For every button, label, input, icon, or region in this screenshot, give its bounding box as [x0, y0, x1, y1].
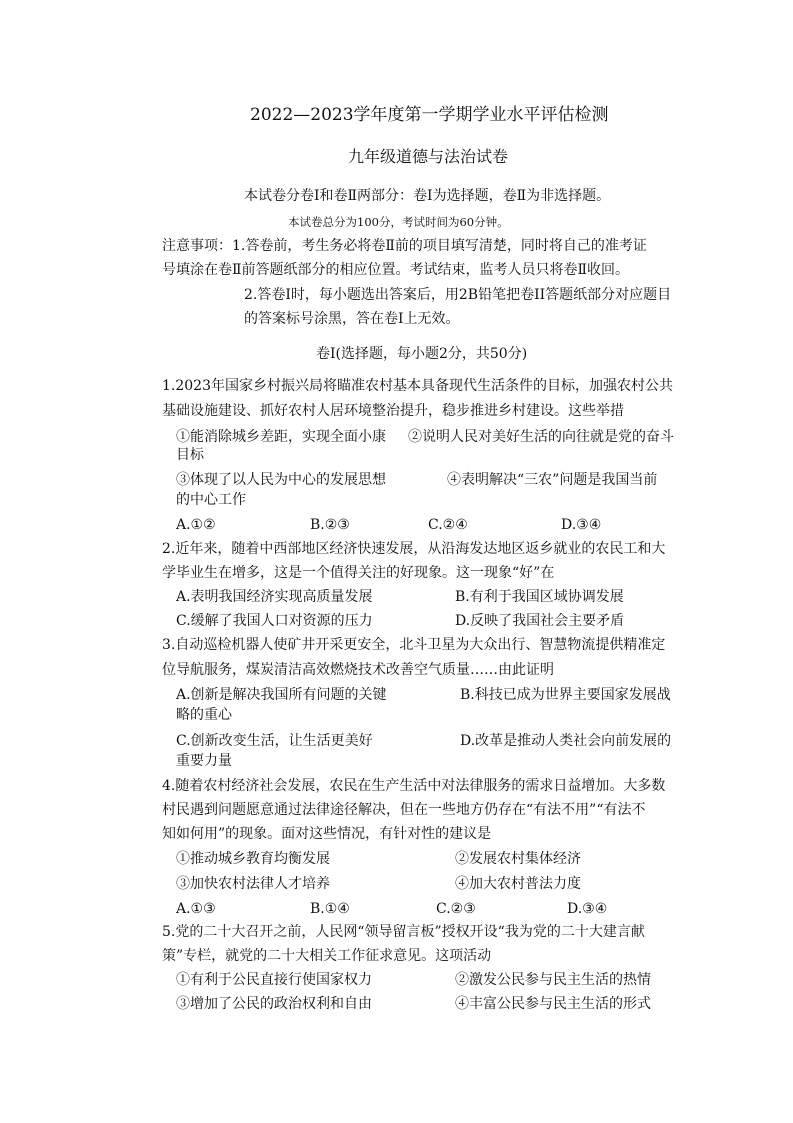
intro-line: 本试卷分卷Ⅰ和卷Ⅱ两部分：卷Ⅰ为选择题，卷Ⅱ为非选择题。 — [244, 188, 611, 204]
question-stem: 1.2023年国家乡村振兴局将瞄准农村基本具备现代生活条件的目标，加强农村公共 — [162, 378, 673, 394]
question-stem: 位导航服务，煤炭清洁高效燃烧技术改善空气质量……由此证明 — [162, 662, 554, 678]
statement: ①有利于公民直接行使国家权力 — [176, 972, 372, 988]
statement: ①推动城乡教育均衡发展 — [176, 851, 330, 867]
statement: ②激发公民参与民主生活的热情 — [455, 972, 651, 988]
option-d: D.③④ — [567, 901, 608, 917]
option-a: A.表明我国经济实现高质量发展 — [176, 589, 373, 605]
option-a: A.创新是解决我国所有问题的关键 — [176, 687, 387, 703]
option-b-continued: 略的重心 — [176, 707, 232, 723]
intro-line-small: 本试卷总分为100分，考试时间为60分钟。 — [288, 215, 509, 229]
statement: ③体现了以人民为中心的发展思想 — [176, 472, 386, 488]
option-b: B.②③ — [310, 517, 350, 533]
question-stem: 4.随着农村经济社会发展，农民在生产生活中对法律服务的需求日益增加。大多数 — [162, 778, 666, 794]
option-c: C.缓解了我国人口对资源的压力 — [176, 613, 373, 629]
notes-line: 号填涂在卷Ⅱ前答题纸部分的相应位置。考试结束，监考人员只将卷Ⅱ收回。 — [162, 262, 630, 278]
question-stem: 3.自动巡检机器人使矿井开采更安全，北斗卫星为大众出行、智慧物流提供精准定 — [162, 637, 666, 653]
option-d: D.改革是推动人类社会向前发展的 — [460, 733, 672, 749]
option-c: C.②③ — [436, 901, 476, 917]
statement: ④丰富公民参与民主生活的形式 — [455, 996, 651, 1012]
option-a: A.①② — [176, 517, 216, 533]
exam-title: 2022—2023学年度第一学期学业水平评估检测 — [250, 105, 609, 125]
option-b: B.科技已成为世界主要国家发展战 — [460, 687, 671, 703]
statement: ②说明人民对美好生活的向往就是党的奋斗 — [408, 429, 674, 445]
notes-line: 2.答卷Ⅰ时，每小题选出答案后，用2B铅笔把卷II答题纸部分对应题目 — [244, 287, 672, 303]
exam-subtitle: 九年级道德与法治试卷 — [348, 147, 509, 166]
statement: ②发展农村集体经济 — [455, 851, 581, 867]
statement: ①能消除城乡差距，实现全面小康 — [176, 429, 386, 445]
statement: ③加快农村法律人才培养 — [176, 876, 330, 892]
question-stem: 基础设施建设、抓好农村人居环境整治提升，稳步推进乡村建设。这些举措 — [162, 403, 624, 419]
option-c: C.②④ — [428, 517, 468, 533]
question-stem: 学毕业生在增多，这是一个值得关注的好现象。这一现象“好”在 — [162, 565, 555, 581]
option-d: D.③④ — [561, 517, 602, 533]
statement: ④表明解决“三农”问题是我国当前 — [447, 472, 658, 488]
question-stem: 5.党的二十大召开之前，人民网“领导留言板”授权开设“我为党的二十大建言献 — [162, 924, 645, 940]
statement: ④加大农村普法力度 — [455, 876, 581, 892]
notes-line: 注意事项：1.答卷前，考生务必将卷Ⅱ前的项目填写清楚，同时将自己的准考证 — [162, 238, 647, 254]
option-c: C.创新改变生活，让生活更美好 — [176, 733, 373, 749]
section-heading: 卷Ⅰ(选择题，每小题2分，共50分) — [316, 346, 528, 362]
option-a: A.①③ — [176, 901, 216, 917]
option-b: B.①④ — [310, 901, 350, 917]
option-b: B.有利于我国区域协调发展 — [455, 589, 624, 605]
option-d: D.反映了我国社会主要矛盾 — [455, 613, 625, 629]
notes-line: 的答案标号涂黑，答在卷Ⅰ上无效。 — [244, 311, 460, 327]
statement: ③增加了公民的政治权利和自由 — [176, 996, 372, 1012]
question-stem: 2.近年来，随着中西部地区经济快速发展，从沿海发达地区返乡就业的农民工和大 — [162, 541, 666, 557]
statement-continued: 目标 — [176, 447, 204, 463]
option-d-continued: 重要力量 — [176, 753, 232, 769]
question-stem: 村民遇到问题愿意通过法律途径解决，但在一些地方仍存在“有法不用”“有法不 — [162, 802, 646, 818]
question-stem: 策”专栏，就党的二十大相关工作征求意见。这项活动 — [162, 948, 492, 964]
statement-continued: 的中心工作 — [176, 492, 246, 508]
question-stem: 知如何用”的现象。面对这些情况，有针对性的建议是 — [162, 826, 492, 842]
